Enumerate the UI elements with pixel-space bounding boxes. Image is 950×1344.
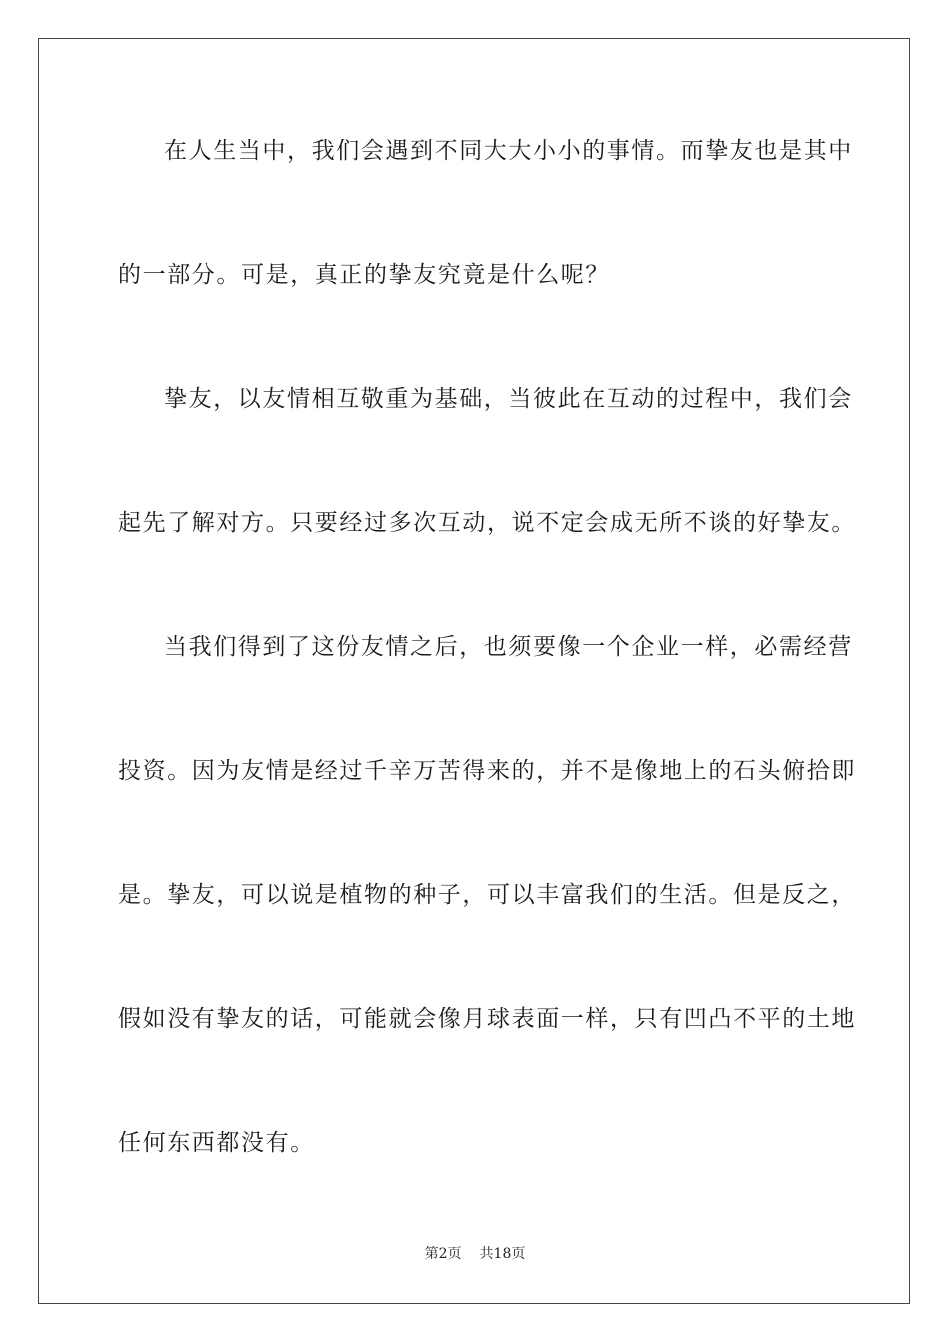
paragraph-1-line-2: 的一部分。可是，真正的挚友究竟是什么呢？: [118, 262, 610, 288]
paragraph-3-line-1: 当我们得到了这份友情之后，也须要像一个企业一样，必需经营: [164, 634, 853, 660]
page-frame: [38, 38, 910, 1304]
page-number-total: 共18页: [479, 1246, 526, 1262]
paragraph-3-line-3: 是。挚友，可以说是植物的种子，可以丰富我们的生活。但是反之，: [118, 882, 856, 908]
page-footer: [0, 1244, 950, 1264]
paragraph-3-line-4: 假如没有挚友的话，可能就会像月球表面一样，只有凹凸不平的土地: [118, 1006, 856, 1032]
paragraph-3-line-5: 任何东西都没有。: [118, 1130, 315, 1156]
paragraph-3-line-2: 投资。因为友情是经过千辛万苦得来的，并不是像地上的石头俯拾即: [118, 758, 856, 784]
paragraph-2-line-1: 挚友，以友情相互敬重为基础，当彼此在互动的过程中，我们会: [164, 386, 853, 412]
paragraph-2-line-2: 起先了解对方。只要经过多次互动，说不定会成无所不谈的好挚友。: [118, 510, 856, 536]
paragraph-1-line-1: 在人生当中，我们会遇到不同大大小小的事情。而挚友也是其中: [164, 138, 853, 164]
page-number-current: 第2页: [424, 1246, 462, 1262]
